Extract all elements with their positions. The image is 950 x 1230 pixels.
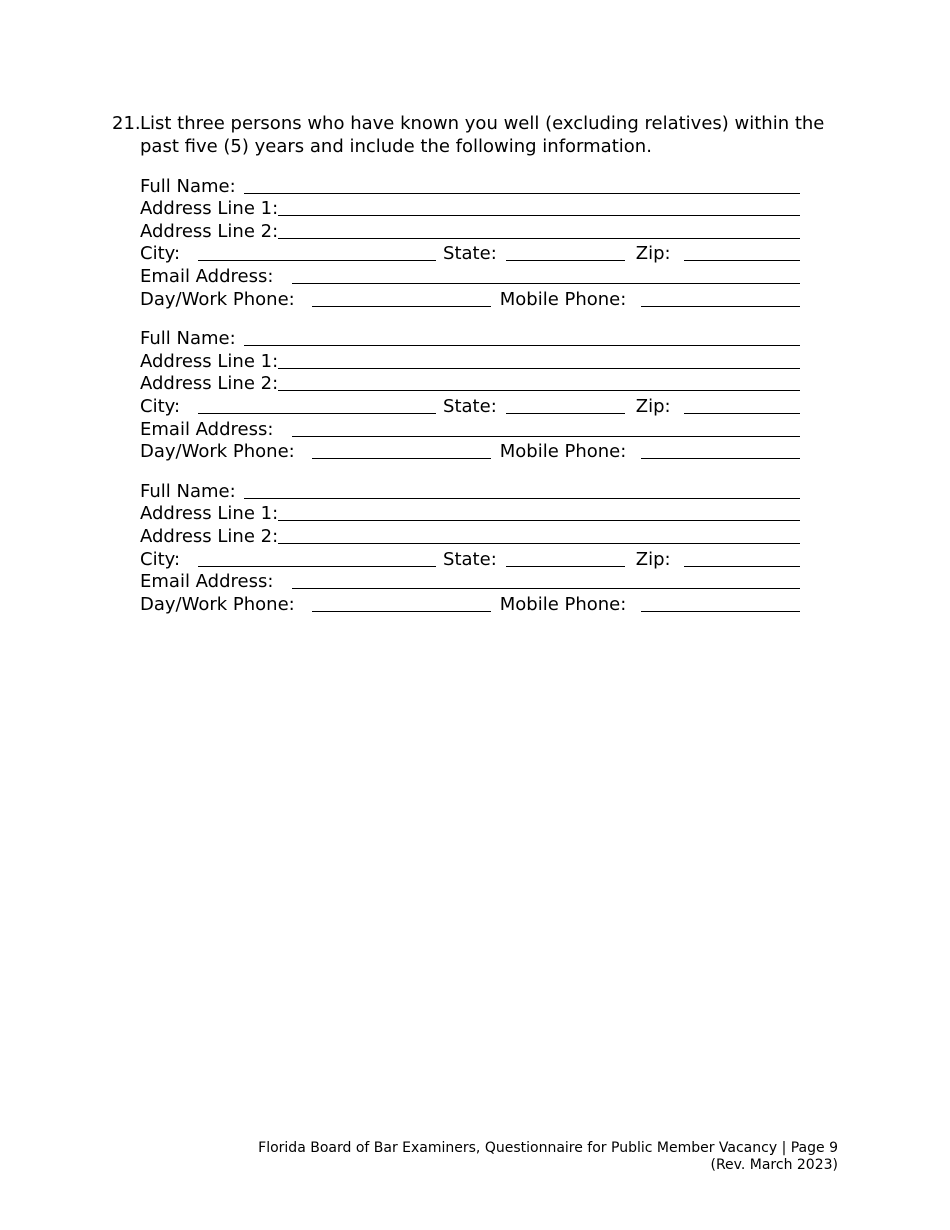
address-line-2-field[interactable] — [278, 390, 800, 391]
email-row — [140, 570, 800, 593]
zip-field[interactable] — [684, 413, 800, 414]
zip-label: Zip: — [635, 395, 671, 417]
address-line-1-row — [140, 197, 800, 220]
address-line-2-row — [140, 219, 800, 242]
email-field[interactable] — [292, 588, 800, 589]
zip-field[interactable] — [684, 260, 800, 261]
address-line-2-row — [140, 372, 800, 395]
address-line-1-label: Address Line 1: — [140, 198, 279, 220]
address-line-1-field[interactable] — [278, 520, 800, 521]
address-line-2-label: Address Line 2: — [140, 373, 279, 395]
city-field[interactable] — [198, 260, 436, 261]
mobile-phone-label: Mobile Phone: — [499, 593, 627, 615]
phone-row — [140, 592, 800, 615]
state-field[interactable] — [506, 260, 625, 261]
question-text: List three persons who have known you well (excluding relatives) within the past five (5) years and include the following information. — [140, 113, 825, 157]
city-state-zip-row — [140, 547, 800, 570]
mobile-phone-field[interactable] — [641, 611, 800, 612]
footer-revision: (Rev. March 2023) — [710, 1157, 838, 1173]
address-line-2-label: Address Line 2: — [140, 220, 279, 242]
email-label: Email Address: — [140, 418, 274, 440]
zip-label: Zip: — [635, 243, 671, 265]
day-work-phone-label: Day/Work Phone: — [140, 593, 295, 615]
full-name-field[interactable] — [244, 498, 800, 499]
address-line-1-field[interactable] — [278, 368, 800, 369]
city-label: City: — [140, 243, 181, 265]
city-state-zip-row — [140, 242, 800, 265]
email-label: Email Address: — [140, 571, 274, 593]
email-label: Email Address: — [140, 265, 274, 287]
day-work-phone-label: Day/Work Phone: — [140, 288, 295, 310]
city-label: City: — [140, 395, 181, 417]
mobile-phone-label: Mobile Phone: — [499, 288, 627, 310]
city-field[interactable] — [198, 566, 436, 567]
city-field[interactable] — [198, 413, 436, 414]
state-field[interactable] — [506, 413, 625, 414]
day-work-phone-label: Day/Work Phone: — [140, 441, 295, 463]
reference-person-2 — [140, 327, 800, 463]
address-line-2-row — [140, 524, 800, 547]
phone-row — [140, 287, 800, 310]
full-name-label: Full Name: — [140, 480, 236, 502]
full-name-field[interactable] — [244, 193, 800, 194]
mobile-phone-field[interactable] — [641, 458, 800, 459]
day-work-phone-field[interactable] — [312, 611, 491, 612]
reference-person-1 — [140, 174, 800, 310]
phone-row — [140, 440, 800, 463]
state-field[interactable] — [506, 566, 625, 567]
city-state-zip-row — [140, 394, 800, 417]
reference-persons — [140, 174, 800, 632]
address-line-2-field[interactable] — [278, 238, 800, 239]
day-work-phone-field[interactable] — [312, 306, 491, 307]
email-field[interactable] — [292, 283, 800, 284]
full-name-field[interactable] — [244, 345, 800, 346]
full-name-row — [140, 174, 800, 197]
address-line-2-field[interactable] — [278, 543, 800, 544]
page-footer — [258, 1140, 838, 1174]
email-field[interactable] — [292, 436, 800, 437]
city-label: City: — [140, 548, 181, 570]
email-row — [140, 417, 800, 440]
mobile-phone-field[interactable] — [641, 306, 800, 307]
address-line-1-row — [140, 349, 800, 372]
zip-label: Zip: — [635, 548, 671, 570]
state-label: State: — [443, 395, 497, 417]
state-label: State: — [443, 548, 497, 570]
address-line-2-label: Address Line 2: — [140, 525, 279, 547]
full-name-label: Full Name: — [140, 175, 236, 197]
question-number: 21. — [112, 113, 141, 134]
footer-title: Florida Board of Bar Examiners, Questionnaire for Public Member Vacancy | Page 9 — [258, 1140, 838, 1156]
address-line-1-label: Address Line 1: — [140, 350, 279, 372]
full-name-row — [140, 327, 800, 350]
day-work-phone-field[interactable] — [312, 458, 491, 459]
question-21 — [112, 112, 842, 158]
state-label: State: — [443, 243, 497, 265]
reference-person-3 — [140, 479, 800, 615]
address-line-1-field[interactable] — [278, 215, 800, 216]
address-line-1-label: Address Line 1: — [140, 503, 279, 525]
email-row — [140, 264, 800, 287]
full-name-row — [140, 479, 800, 502]
full-name-label: Full Name: — [140, 328, 236, 350]
mobile-phone-label: Mobile Phone: — [499, 441, 627, 463]
address-line-1-row — [140, 502, 800, 525]
zip-field[interactable] — [684, 566, 800, 567]
